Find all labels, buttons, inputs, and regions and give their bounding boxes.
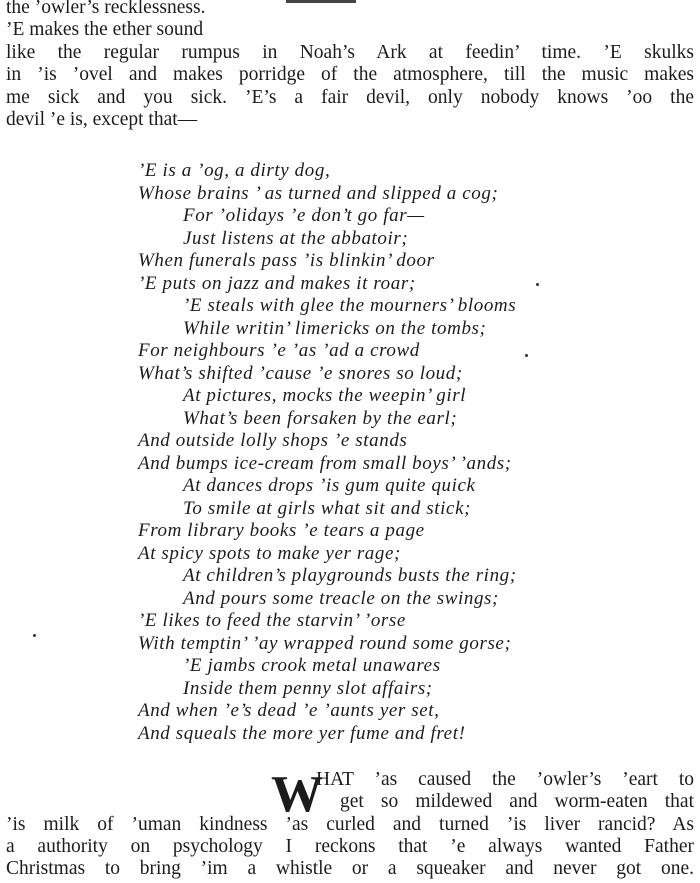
closing-line: ’is milk of ’uman kindness ’as curled and turned ’is liver rancid? As [6,814,694,835]
closing-line: Christmas to bring ’im a whistle or a squeaker and never got one. [6,858,694,879]
poem-line: What’s been forsaken by the earl; [183,407,458,429]
poem-line: Inside them penny slot affairs; [183,677,433,699]
poem-line: And outside lolly shops ’e stands [138,430,408,451]
poem-line: From library books ’e tears a page [138,520,425,541]
closing-line: HAT ’as caused the ’owler’s ’eart to [316,769,694,790]
poem-line: ’E is a ’og, a dirty dog, [138,160,331,181]
intro-line: in ’is ’ovel and makes porridge of the atmosphere, till the music makes [6,64,694,86]
poem-line: ’E likes to feed the starvin’ ’orse [138,610,406,631]
intro-line: me sick and you sick. ’E’s a fair devil, only nobody knows ’oo the [6,86,694,108]
poem-line: And squeals the more yer fume and fret! [138,722,466,744]
poem-line: ’E jambs crook metal unawares [183,655,441,676]
drop-cap: W [271,766,323,823]
intro-line: the ’owler’s recklessness. [6,0,206,18]
poem-line: To smile at girls what sit and stick; [183,497,472,519]
poem-line: When funerals pass ’is blinkin’ door [138,250,435,271]
intro-paragraph [6,0,694,131]
intro-line: like the regular rumpus in Noah’s Ark at feedin’ time. ’E skulks [6,41,694,63]
poem-line: ’E steals with glee the mourners’ blooms [183,295,517,316]
intro-line: devil ’e is, except that— [6,109,198,131]
intro-line: ’E makes the ether sound [6,19,204,41]
poem-line: While writin’ limericks on the tombs; [183,317,487,339]
poem-line: With temptin’ ’ay wrapped round some gorse; [138,632,512,654]
poem-line: Whose brains ’ as turned and slipped a cog; [138,182,499,204]
closing-line: a authority on psychology I reckons that ’e always wanted Father [6,836,694,857]
closing-line: get so mildewed and worm-eaten that [340,791,694,812]
poem-line: Just listens at the abbatoir; [183,227,409,249]
poem [138,160,678,745]
ink-speck [33,634,36,637]
poem-line: For ’olidays ’e don’t go far— [183,205,425,226]
ink-speck [536,283,539,286]
poem-line: At dances drops ’is gum quite quick [183,475,476,496]
poem-line: And bumps ice-cream from small boys’ ’ands; [138,452,512,474]
poem-line: ’E puts on jazz and makes it roar; [138,272,416,294]
poem-line: And when ’e’s dead ’e ’aunts yer set, [138,700,440,721]
poem-line: And pours some treacle on the swings; [183,587,499,609]
poem-line: At pictures, mocks the weepin’ girl [183,385,467,406]
poem-line: What’s shifted ’cause ’e snores so loud; [138,362,463,384]
poem-line: At children’s playgrounds busts the ring; [183,565,517,586]
ink-speck [525,354,528,357]
poem-line: At spicy spots to make yer rage; [138,542,401,564]
poem-line: For neighbours ’e ’as ’ad a crowd [138,340,420,361]
